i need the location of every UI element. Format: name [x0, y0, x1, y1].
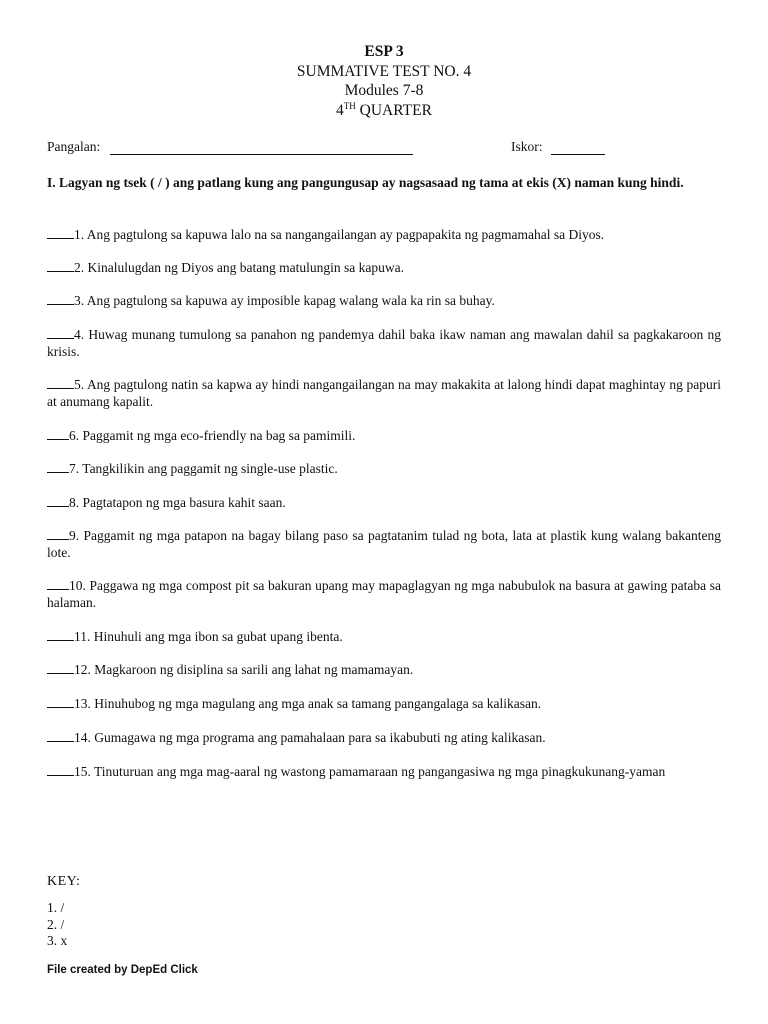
- answer-blank[interactable]: [47, 695, 74, 708]
- item-text: Paggawa ng mga compost pit sa bakuran upang may mapaglagyan ng mga nabubulok na basura at gawing pataba sa halaman.: [47, 578, 721, 610]
- item-text: Huwag munang tumulong sa panahon ng pandemya dahil baka ikaw naman ang mawalan dahil sa pagkakaroon ng krisis.: [47, 327, 722, 359]
- item-text: Tangkilikin ang paggamit ng single-use plastic.: [82, 461, 338, 476]
- item-number: 14.: [74, 730, 91, 745]
- item-text: Hinuhuli ang mga ibon sa gubat upang ibenta.: [93, 629, 343, 644]
- test-title: SUMMATIVE TEST NO. 4: [296, 62, 472, 80]
- item-text: Ang pagtulong natin sa kapwa ay hindi nangangailangan na may makakita at lalong hindi dapat maghintay ng papuri at anumang kapalit.: [47, 377, 721, 409]
- question-item: [47, 577, 721, 611]
- item-number: 1.: [74, 227, 85, 242]
- key-answer: 2. /: [47, 916, 65, 932]
- instructions: I. Lagyan ng tsek ( / ) ang patlang kung ang pangungusap ay nagsasaad ng tama at ekis (X) naman kung hindi.: [47, 175, 684, 190]
- quarter-word: QUARTER: [359, 101, 432, 119]
- answer-blank[interactable]: [47, 628, 74, 641]
- quarter-superscript: TH: [343, 100, 356, 111]
- answer-blank[interactable]: [47, 494, 69, 507]
- answer-blank[interactable]: [47, 226, 74, 239]
- item-number: 15.: [74, 764, 91, 779]
- question-item: [47, 763, 721, 780]
- item-text: Gumagawa ng mga programa ang pamahalaan para sa ikabubuti ng ating kalikasan.: [94, 730, 546, 745]
- item-number: 13.: [74, 696, 91, 711]
- answer-blank[interactable]: [47, 326, 74, 339]
- item-number: 9.: [69, 528, 80, 543]
- answer-blank[interactable]: [47, 460, 69, 473]
- item-number: 12.: [74, 662, 91, 677]
- score-label: Iskor:: [511, 139, 543, 154]
- item-text: Paggamit ng mga patapon na bagay bilang paso sa pagtatanim tulad ng bota, lata at plastik kung walang bakanteng lote.: [47, 528, 722, 560]
- question-item: [47, 527, 721, 561]
- quarter-number: 4: [336, 101, 344, 119]
- item-number: 4.: [74, 327, 85, 342]
- answer-blank[interactable]: [47, 763, 74, 776]
- question-item: [47, 226, 721, 243]
- test-header: [0, 42, 768, 120]
- modules-label: Modules 7-8: [344, 82, 424, 99]
- answer-blank[interactable]: [47, 376, 74, 389]
- key-answer: 3. x: [47, 933, 68, 948]
- answer-blank[interactable]: [47, 661, 74, 674]
- question-item: [47, 376, 721, 410]
- name-field[interactable]: [110, 154, 413, 155]
- question-item: [47, 326, 721, 360]
- item-text: Kinalulugdan ng Diyos ang batang matulungin sa kapuwa.: [87, 260, 404, 275]
- item-text: Magkaroon ng disiplina sa sarili ang lahat ng mamamayan.: [94, 662, 414, 677]
- item-text: Ang pagtulong sa kapuwa ay imposible kapag walang wala ka rin sa buhay.: [86, 293, 495, 308]
- question-item: [47, 460, 721, 477]
- question-item: [47, 494, 721, 511]
- item-number: 6.: [69, 428, 80, 443]
- question-item: [47, 628, 721, 645]
- item-number: 7.: [69, 461, 80, 476]
- item-number: 5.: [74, 377, 85, 392]
- question-item: [47, 427, 721, 444]
- item-number: 10.: [69, 578, 86, 593]
- name-label: Pangalan:: [47, 139, 101, 154]
- question-item: [47, 729, 721, 746]
- answer-blank[interactable]: [47, 577, 69, 590]
- question-item: [47, 259, 721, 276]
- item-number: 11.: [74, 629, 91, 644]
- item-number: 3.: [74, 293, 85, 308]
- key-list: [47, 900, 67, 950]
- item-text: Hinuhubog ng mga magulang ang mga anak sa tamang pangangalaga sa kalikasan.: [94, 696, 542, 711]
- key-title: KEY:: [47, 874, 81, 889]
- item-text: Tinuturuan ang mga mag-aaral ng wastong pamamaraan ng pangangasiwa ng mga pinagkukunang-yaman: [94, 764, 666, 779]
- answer-blank[interactable]: [47, 527, 69, 540]
- answer-blank[interactable]: [47, 729, 74, 742]
- answer-blank[interactable]: [47, 259, 74, 272]
- question-item: [47, 292, 721, 309]
- item-text: Ang pagtulong sa kapuwa lalo na sa nangangailangan ay pagpapakita ng pagmamahal sa Diyos.: [86, 227, 605, 242]
- item-number: 2.: [74, 260, 85, 275]
- footer-credit: File created by DepEd Click: [47, 964, 198, 976]
- question-item: [47, 661, 721, 678]
- item-text: Paggamit ng mga eco-friendly na bag sa pamimili.: [82, 428, 356, 443]
- name-score-row: [47, 139, 727, 159]
- question-item: [47, 695, 721, 712]
- key-answer: 1. /: [47, 900, 65, 915]
- quarter-label: [0, 101, 768, 121]
- answer-blank[interactable]: [47, 427, 69, 440]
- item-text: Pagtatapon ng mga basura kahit saan.: [82, 495, 286, 510]
- score-field[interactable]: [551, 154, 605, 155]
- item-number: 8.: [69, 495, 80, 510]
- answer-blank[interactable]: [47, 292, 74, 305]
- subject-title: ESP 3: [364, 43, 404, 60]
